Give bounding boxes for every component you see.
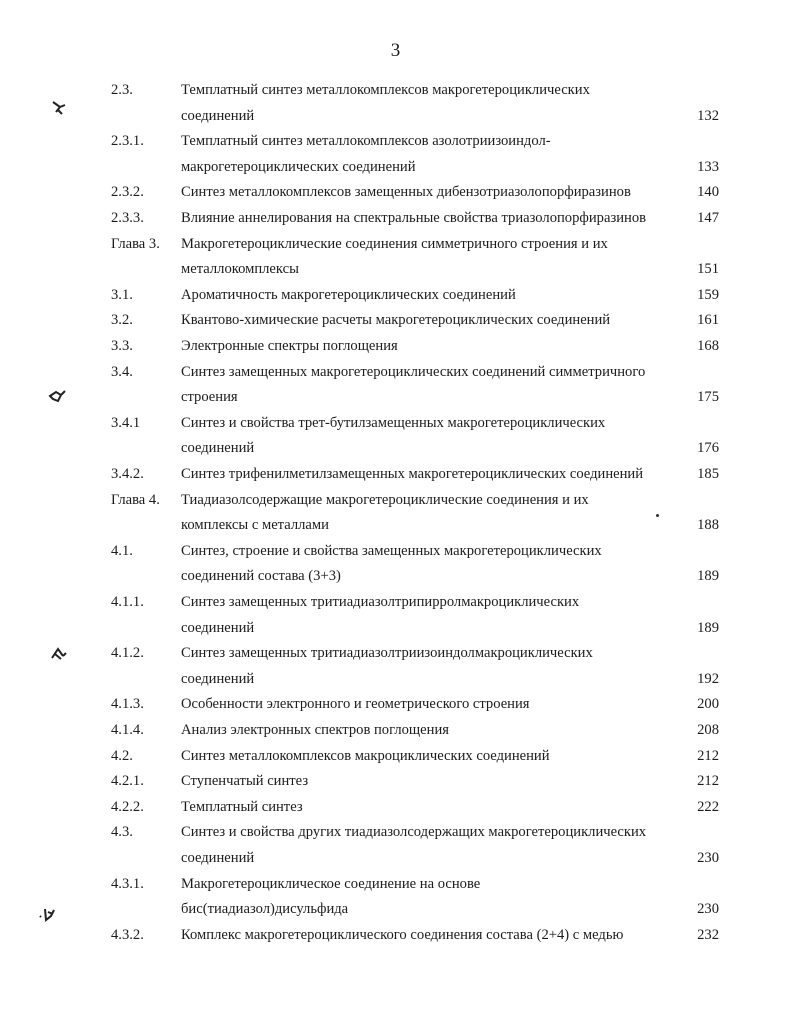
toc-entry-title: Ароматичность макрогетероциклических соединений (181, 286, 516, 303)
toc-entry-title: соединений состава (3+3) (181, 568, 341, 585)
toc-entry-number: 3.4.2. (111, 466, 144, 482)
toc-entry-page: 151 (697, 261, 719, 278)
toc-entry-page: 159 (697, 286, 719, 303)
toc-entry-page: 232 (697, 926, 719, 943)
scan-mark (47, 644, 69, 664)
toc-entry-title: Макрогетероциклические соединения симметричного строения и их (181, 235, 608, 252)
toc-entry-page: 168 (697, 338, 719, 354)
toc-entry-title: Ступенчатый синтез (181, 773, 309, 790)
toc-entry-title: Синтез и свойства других тиадиазолсодержащих макрогетероциклических (181, 824, 647, 841)
toc-entry-number: 4.3. (111, 824, 133, 841)
toc-entry-number: 4.1.3. (111, 696, 144, 713)
toc-entry-number: 2.3.3. (111, 210, 144, 226)
toc-entry-number: 4.1.4. (111, 722, 144, 738)
toc-entry-title: Синтез, строение и свойства замещенных макрогетероциклических (181, 542, 602, 559)
toc-entry-number: 2.3. (111, 82, 133, 98)
toc-entry-page: 188 (697, 517, 719, 534)
toc-entry-number: 4.2. (111, 747, 133, 764)
toc-entry-number: 4.2.1. (111, 773, 144, 790)
toc-entry-title: Влияние аннелирования на спектральные свойства триазолопорфиразинов (181, 210, 647, 226)
toc-entry-title: соединений (181, 440, 255, 457)
toc-entry-number: 4.1.2. (111, 645, 144, 662)
toc-entry-page: 132 (697, 107, 719, 124)
toc-entry-number: 2.3.1. (111, 133, 144, 150)
toc-entry-title: комплексы с металлами (181, 517, 329, 534)
toc-entry-title: соединений (181, 670, 255, 687)
toc-entry-title: Квантово-химические расчеты макрогетероциклических соединений (181, 312, 611, 329)
toc-entry-title: Синтез и свойства трет-бутилзамещенных макрогетероциклических (181, 414, 606, 431)
toc-entry-page: 175 (697, 389, 719, 406)
toc-entry-title: Комплекс макрогетероциклического соединения состава (2+4) с медью (181, 926, 624, 943)
toc-entry-page: 133 (697, 158, 719, 175)
scan-mark (37, 904, 59, 924)
toc-entry-number: 3.3. (111, 338, 133, 354)
toc-entry-number: 3.1. (111, 286, 133, 303)
toc-entry-title: Электронные спектры поглощения (181, 338, 398, 354)
toc-entry-title: Синтез металлокомплексов макроциклических соединений (181, 747, 550, 764)
toc-entry-page: 185 (697, 466, 719, 482)
toc-entry-title: Особенности электронного и геометрического строения (181, 696, 530, 713)
toc-entry-page: 192 (697, 670, 719, 687)
toc-entry-title: Синтез металлокомплексов замещенных дибензотриазолопорфиразинов (181, 184, 631, 201)
toc-entry-page: 200 (697, 696, 719, 713)
toc-entry-number: 4.3.1. (111, 875, 144, 892)
toc-entry-page: 189 (697, 568, 719, 585)
toc-entry-page: 140 (697, 184, 719, 201)
toc-entry-page: 161 (697, 312, 719, 329)
toc-entry-title: Синтез замещенных макрогетероциклических соединений симметричного (181, 363, 646, 380)
page-number: 3 (390, 40, 401, 61)
toc-entry-page: 212 (697, 747, 719, 764)
toc-entry-title: Темплатный синтез (181, 798, 303, 815)
scan-dot (656, 514, 659, 517)
toc-entry-title: Синтез замещенных тритиадиазолтриизоиндолмакроциклических (181, 645, 593, 662)
toc-entry-page: 176 (697, 440, 719, 457)
toc-entry-title: бис(тиадиазол)дисульфида (181, 901, 349, 918)
toc-entry-title: соединений (181, 619, 255, 636)
toc-entry-number: 4.3.2. (111, 926, 144, 943)
scan-mark (48, 98, 70, 118)
toc-entry-title: строения (181, 389, 238, 406)
scan-mark (46, 386, 68, 406)
toc-entry-number: 2.3.2. (111, 184, 144, 201)
toc-entry-title: Анализ электронных спектров поглощения (181, 722, 449, 738)
toc-entry-page: 230 (697, 901, 719, 918)
toc-entry-number: 3.4. (111, 363, 133, 380)
toc-entry-number: Глава 3. (111, 235, 160, 252)
toc-entry-page: 189 (697, 619, 719, 636)
toc-entry-title: соединений (181, 849, 255, 866)
toc-entry-title: Макрогетероциклическое соединение на основе (181, 875, 481, 892)
toc-entry-page: 222 (697, 798, 719, 815)
toc-entry-title: Синтез трифенилметилзамещенных макрогетероциклических соединений (181, 466, 644, 482)
toc-entry-title: Синтез замещенных тритиадиазолтрипирролмакроциклических (181, 594, 580, 610)
toc-entry-page: 212 (697, 773, 719, 790)
toc-entry-page: 147 (697, 210, 719, 226)
toc-entry-title: соединений (181, 107, 255, 124)
toc-entry-page: 230 (697, 849, 719, 866)
toc-entry-title: металлокомплексы (181, 261, 299, 278)
toc-entry-number: 3.4.1 (111, 414, 141, 431)
toc-entry-number: 4.1. (111, 542, 133, 559)
toc-entry-title: Темплатный синтез металлокомплексов макрогетероциклических (181, 82, 590, 98)
toc-entry-title: Темплатный синтез металлокомплексов азолотриизоиндол- (181, 133, 551, 150)
toc-entry-number: 4.1.1. (111, 594, 144, 610)
toc-entry-number: 3.2. (111, 312, 133, 329)
toc-entry-number: Глава 4. (111, 491, 160, 508)
toc-entry-title: макрогетероциклических соединений (181, 158, 416, 175)
toc-entry-number: 4.2.2. (111, 798, 144, 815)
toc-entry-page: 208 (697, 722, 719, 738)
toc-entry-title: Тиадиазолсодержащие макрогетероциклические соединения и их (181, 491, 589, 508)
